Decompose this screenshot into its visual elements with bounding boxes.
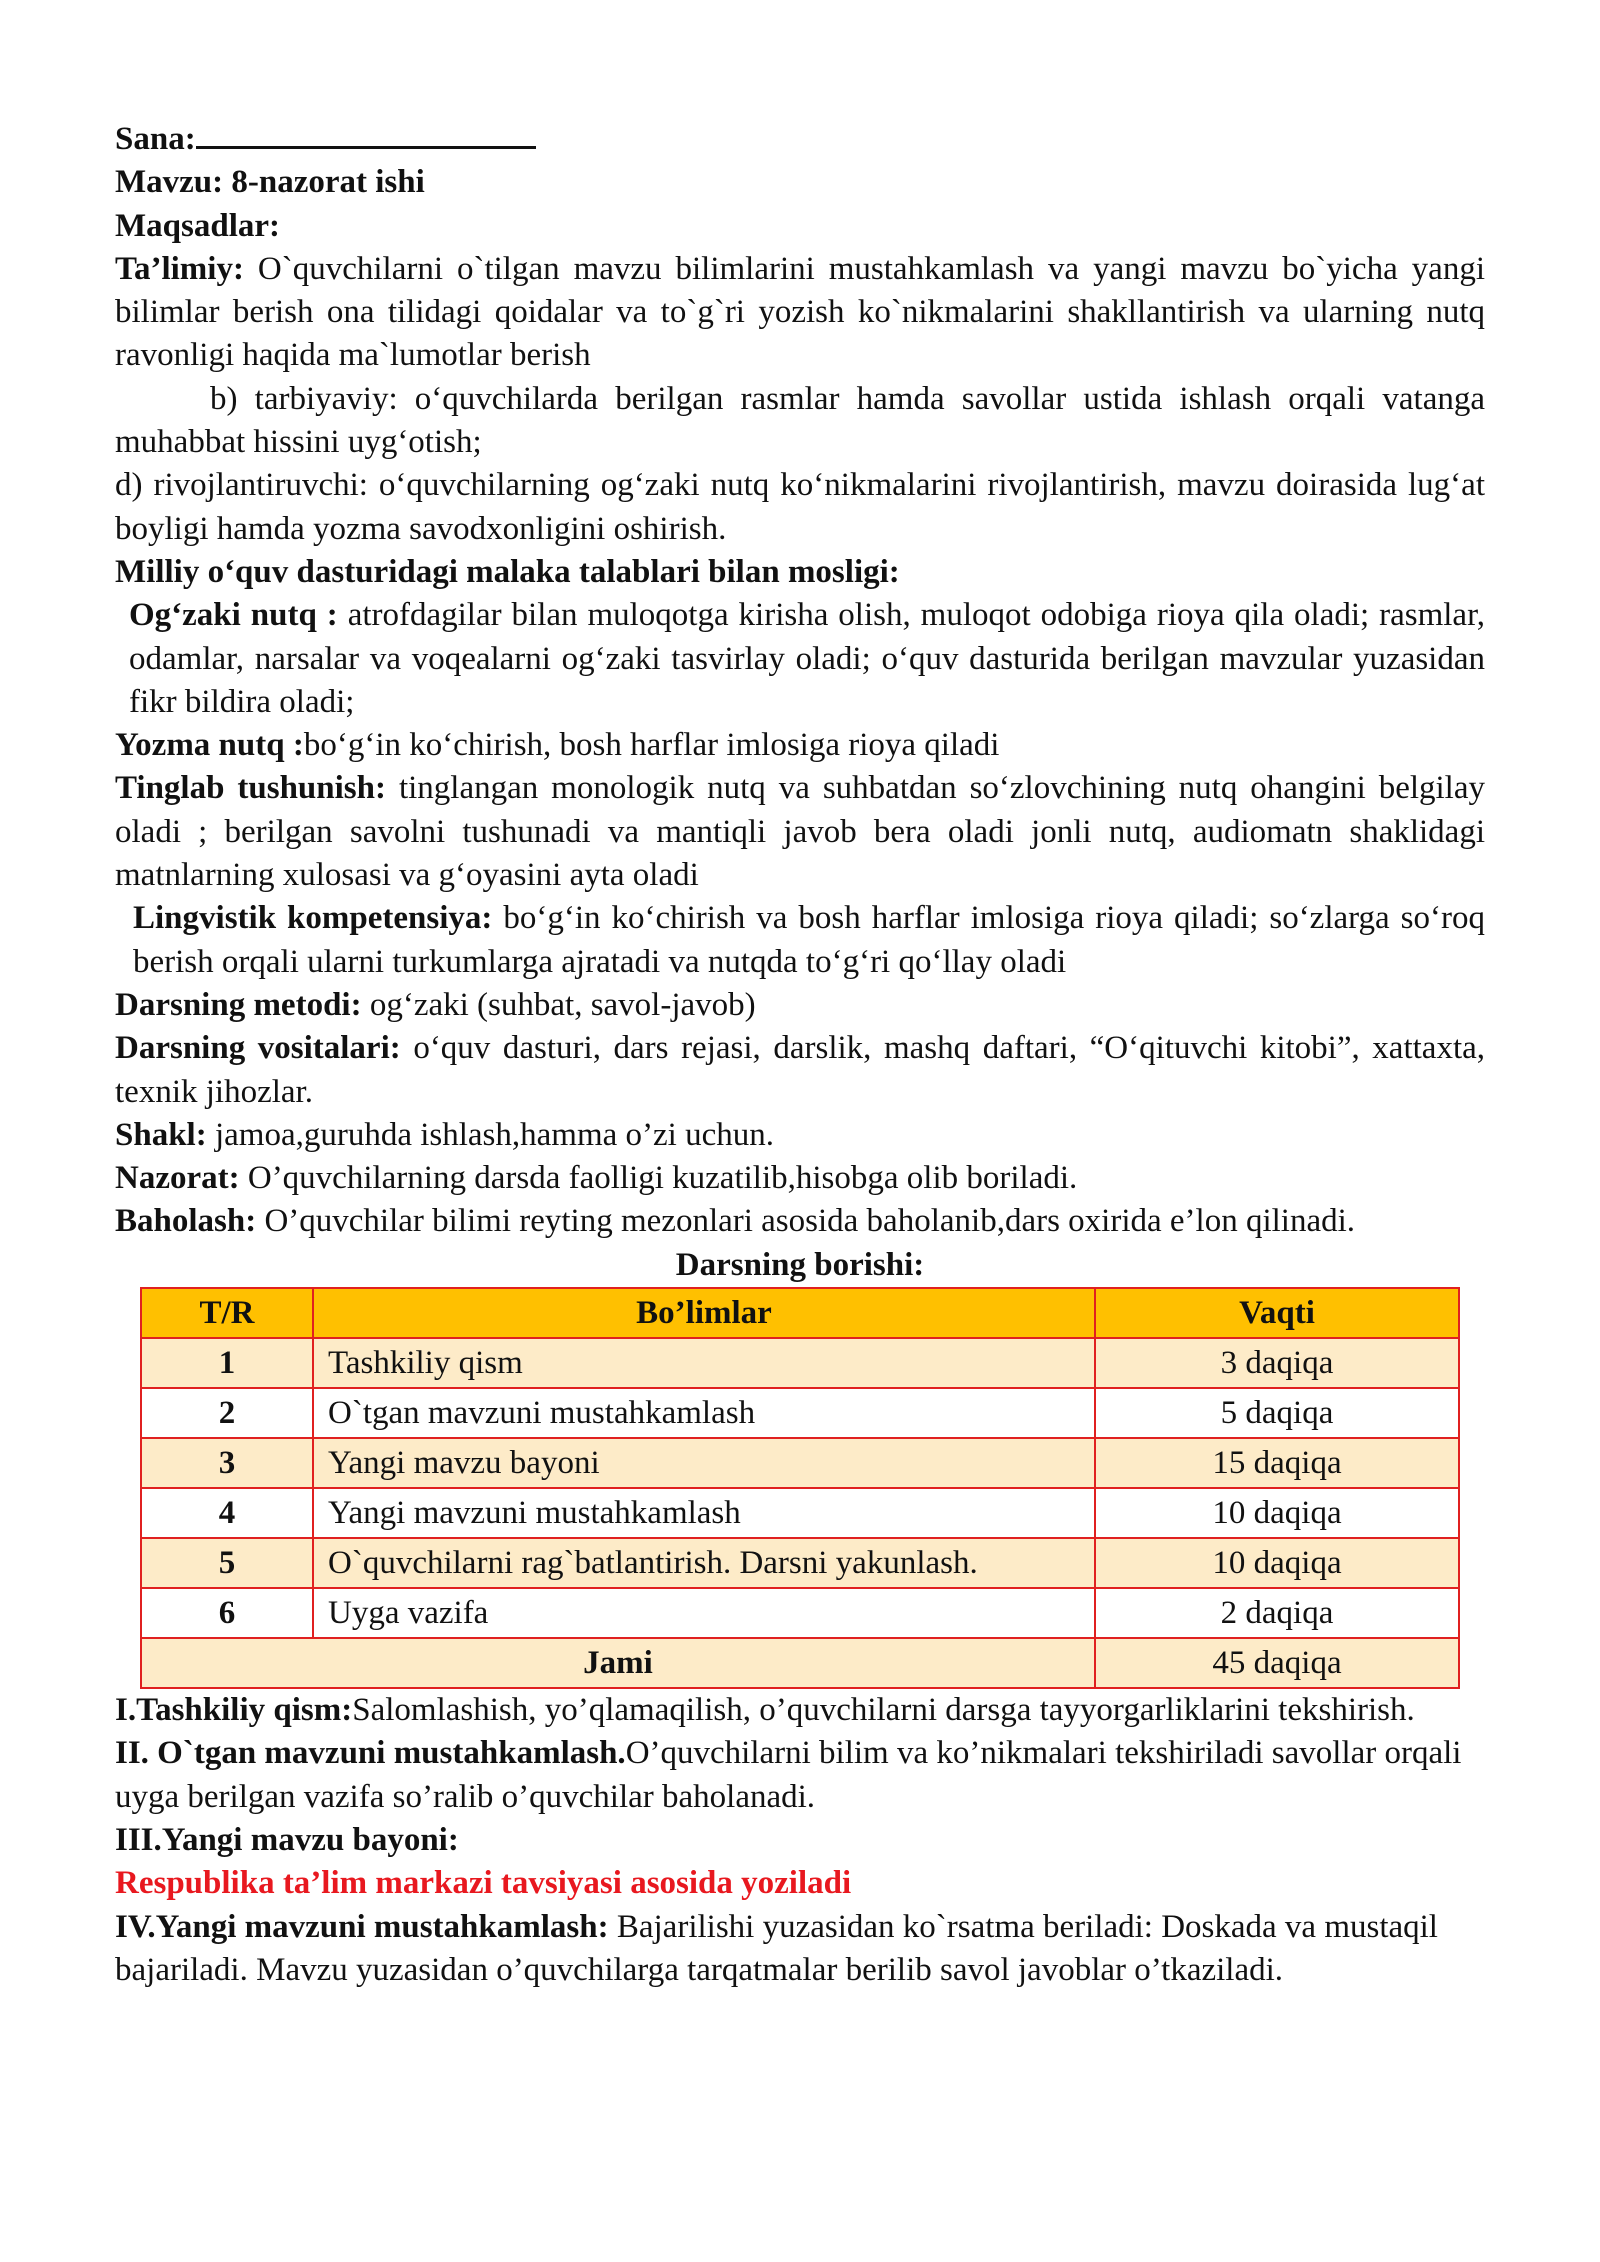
lesson-assessment	[115, 1200, 1485, 1243]
row-time: 3 daqiqa	[1095, 1338, 1459, 1388]
table-row	[141, 1338, 1459, 1388]
table-row	[141, 1538, 1459, 1588]
plan-title: Darsning borishi:	[675, 1246, 925, 1283]
row-section: O`tgan mavzuni mustahkamlash	[313, 1388, 1095, 1438]
total-time: 45 daqiqa	[1095, 1638, 1459, 1688]
lesson-form	[115, 1114, 1485, 1157]
table-header-row	[141, 1288, 1459, 1338]
step-organization-label: I.Tashkiliy qism:	[115, 1692, 353, 1729]
total-label: Jami	[141, 1638, 1095, 1688]
step-review-label: II. O`tgan mavzuni mustahkamlash.	[115, 1735, 626, 1772]
lesson-method-label: Darsning metodi:	[115, 986, 362, 1023]
lesson-control-label: Nazorat:	[115, 1160, 240, 1197]
date-line	[115, 116, 1485, 161]
listening-text: tinglangan monologik nutq va suhbatdan so‘zlovchining nutq ohangini belgilay oladi ; berilgan savolni tushunadi va mantiqli javob bera oladi jonli nutq, audiomatn shaklidagi matnlarning xulosasi va g‘oyasini ayta oladi	[115, 770, 1485, 894]
row-number: 2	[141, 1388, 313, 1438]
lesson-tools-text: o‘quv dasturi, dars rejasi, darslik, mashq daftari, “O‘qituvchi kitobi”, xattaxta, texnik jihozlar.	[115, 1030, 1486, 1110]
row-number: 1	[141, 1338, 313, 1388]
row-number: 3	[141, 1438, 313, 1488]
header-sections: Bo’limlar	[313, 1288, 1095, 1338]
row-number: 5	[141, 1538, 313, 1588]
row-section: O`quvchilarni rag`batlantirish. Darsni yakunlash.	[313, 1538, 1095, 1588]
lesson-assessment-label: Baholash:	[115, 1203, 257, 1240]
step-review-text: O’quvchilarni bilim va ko’nikmalari tekshiriladi savollar orqali uyga berilgan vazifa so’ralib o’quvchilar baholanadi.	[115, 1735, 1462, 1815]
new-topic-note: Respublika ta’lim markazi tavsiyasi asosida yoziladi	[115, 1865, 852, 1902]
lesson-form-text: jamoa,guruhda ishlash,hamma o’zi uchun.	[206, 1116, 774, 1153]
linguistic-competence	[115, 897, 1485, 984]
written-speech-label: Yozma nutq :	[115, 727, 304, 764]
goal-educational-label: Ta’limiy:	[115, 250, 244, 287]
row-section: Uyga vazifa	[313, 1588, 1095, 1638]
row-time: 10 daqiqa	[1095, 1538, 1459, 1588]
header-time: Vaqti	[1095, 1288, 1459, 1338]
table-total-row	[141, 1638, 1459, 1688]
row-section: Yangi mavzuni mustahkamlash	[313, 1488, 1095, 1538]
oral-speech	[115, 594, 1485, 724]
lesson-plan	[115, 116, 1485, 1992]
lesson-tools-label: Darsning vositalari:	[115, 1030, 401, 1067]
standards-heading: Milliy o‘quv dasturidagi malaka talablari bilan mosligi:	[115, 553, 900, 590]
row-time: 15 daqiqa	[1095, 1438, 1459, 1488]
lesson-method	[115, 984, 1485, 1027]
oral-speech-label: Og‘zaki nutq :	[129, 597, 338, 634]
linguistic-text: bo‘g‘in ko‘chirish va bosh harflar imlosiga rioya qiladi; so‘zlarga so‘roq berish orqali ularni turkumlarga ajratadi va nutqda to‘g‘ri qo‘llay oladi	[133, 900, 1485, 980]
goal-developmental: d) rivojlantiruvchi: o‘quvchilarning og‘zaki nutq ko‘nikmalarini rivojlantirish, mavzu doirasida lug‘at boyligi hamda yozma savodxonligini oshirish.	[115, 467, 1485, 547]
header-tr: T/R	[141, 1288, 313, 1338]
row-time: 10 daqiqa	[1095, 1488, 1459, 1538]
table-row	[141, 1438, 1459, 1488]
lesson-control	[115, 1157, 1485, 1200]
step-organization-text: Salomlashish, yo’qlamaqilish, o’quvchilarni darsga tayyorgarliklarini tekshirish.	[352, 1692, 1415, 1729]
table-row	[141, 1388, 1459, 1438]
goals-heading: Maqsadlar:	[115, 207, 280, 244]
goal-upbringing: b) tarbiyaviy: o‘quvchilarda berilgan rasmlar hamda savollar ustida ishlash orqali vatanga muhabbat hissini uyg‘otish;	[115, 380, 1485, 461]
row-time: 5 daqiqa	[1095, 1388, 1459, 1438]
listening	[115, 767, 1485, 897]
step-new-topic: III.Yangi mavzu bayoni:	[115, 1821, 459, 1858]
row-number: 4	[141, 1488, 313, 1538]
written-speech-text: bo‘g‘in ko‘chirish, bosh harflar imlosiga rioya qiladi	[303, 727, 1000, 764]
date-label: Sana:	[115, 121, 196, 157]
lesson-tools	[115, 1027, 1485, 1114]
lesson-form-label: Shakl:	[115, 1116, 207, 1153]
row-time: 2 daqiqa	[1095, 1588, 1459, 1638]
goal-educational-text: O`quvchilarni o`tilgan mavzu bilimlarini mustahkamlash va yangi mavzu bo`yicha yangi bilimlar berish ona tilidagi qoidalar va to`g`ri yozish ko`nikmalarini shakllantirish va ularning nutq ravonligi haqida ma`lumotlar berish	[115, 250, 1485, 374]
step-review	[115, 1732, 1485, 1819]
lesson-method-text: og‘zaki (suhbat, savol-javob)	[361, 986, 756, 1023]
date-blank	[196, 116, 536, 149]
table-row	[141, 1488, 1459, 1538]
linguistic-label: Lingvistik kompetensiya:	[133, 900, 493, 937]
step-consolidation-label: IV.Yangi mavzuni mustahkamlash:	[115, 1908, 609, 1945]
row-section: Tashkiliy qism	[313, 1338, 1095, 1388]
table-row	[141, 1588, 1459, 1638]
step-organization	[115, 1689, 1485, 1732]
topic-title: Mavzu: 8-nazorat ishi	[115, 164, 425, 201]
goal-educational	[115, 248, 1485, 378]
oral-speech-text: atrofdagilar bilan muloqotga kirisha olish, muloqot odobiga rioya qila oladi; rasmlar, odamlar, narsalar va voqealarni og‘zaki tasvirlay oladi; o‘quv dasturida berilgan mavzular yuzasidan fikr bildira oladi;	[129, 597, 1485, 720]
lesson-assessment-text: O’quvchilar bilimi reyting mezonlari asosida baholanib,dars oxirida e’lon qilinadi.	[256, 1203, 1356, 1240]
step-consolidation-text: Bajarilishi yuzasidan ko`rsatma beriladi: Doskada va mustaqil bajariladi. Mavzu yuzasidan o’quvchilarga tarqatmalar berilib savol javoblar o’tkaziladi.	[115, 1908, 1438, 1988]
lesson-control-text: O’quvchilarning darsda faolligi kuzatilib,hisobga olib boriladi.	[239, 1160, 1078, 1197]
step-consolidation	[115, 1906, 1485, 1993]
lesson-plan-table	[140, 1287, 1460, 1689]
row-section: Yangi mavzu bayoni	[313, 1438, 1095, 1488]
written-speech	[115, 724, 1485, 767]
row-number: 6	[141, 1588, 313, 1638]
listening-label: Tinglab tushunish:	[115, 770, 386, 807]
